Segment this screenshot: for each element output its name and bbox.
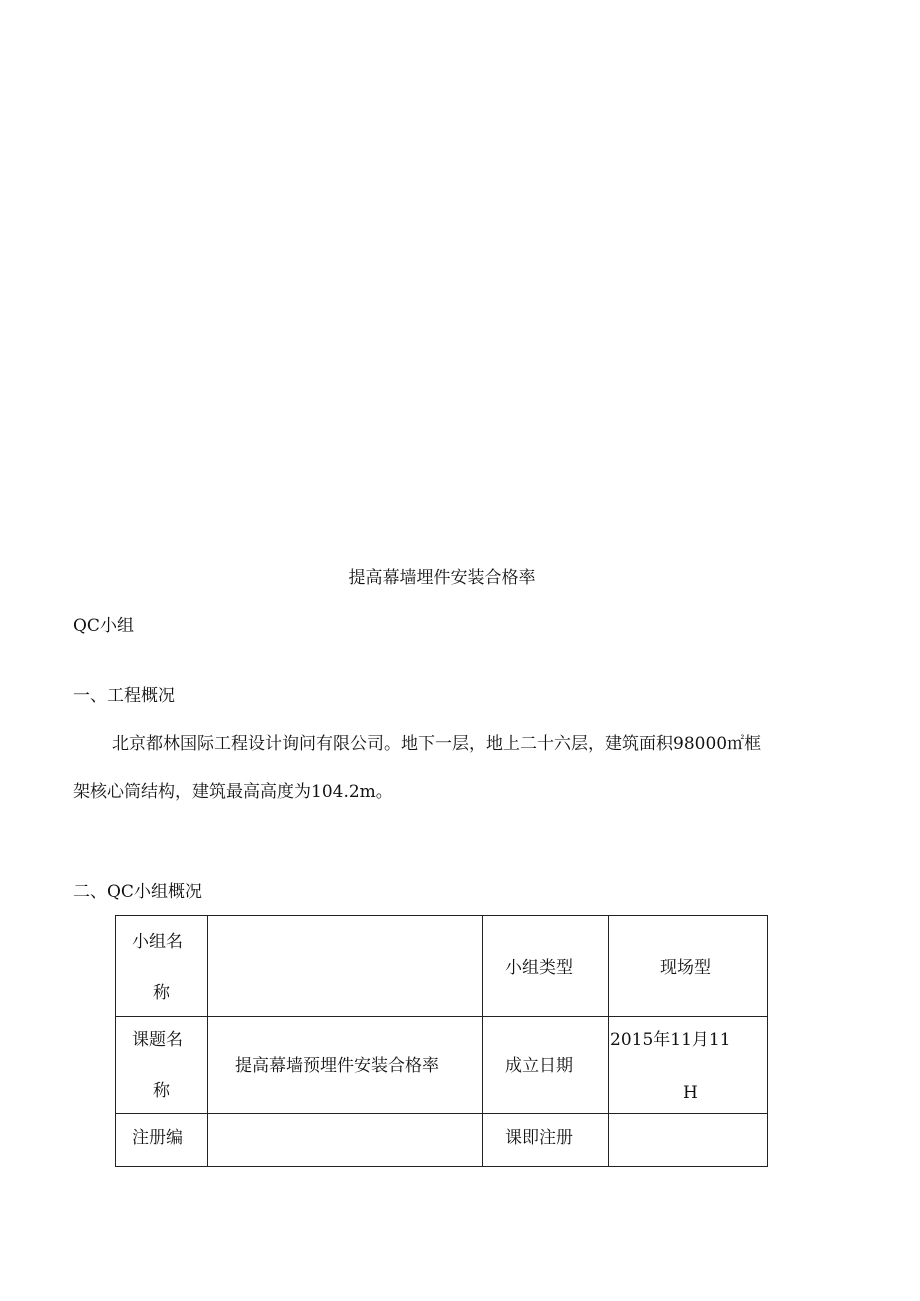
topic-label-cell (116, 1017, 208, 1114)
group-name-value-cell (208, 916, 483, 1017)
section2-heading: 二、QC小组概况 (73, 882, 202, 902)
section1-heading: 一、工程概况 (73, 686, 175, 706)
founded-date-value-line1: 2015年11月11 (610, 1030, 731, 1050)
group-type-label-cell (483, 916, 609, 1017)
topic-value: 提高幕墙预埋件安装合格率 (235, 1056, 439, 1076)
topic-registration-label: 课即注册 (505, 1128, 573, 1148)
project-overview-line2: 架核心筒结构，建筑最高高度为104.2m。 (73, 782, 393, 802)
founded-date-value-cell (609, 1017, 768, 1114)
registration-label: 注册编 (132, 1128, 183, 1148)
project-overview-line1: 北京都林国际工程设计询问有限公司。地下一层，地上二十六层，建筑面积98000㎡框 (112, 734, 762, 754)
topic-label-line1: 课题名 (132, 1030, 183, 1050)
topic-label-line2: 称 (153, 1081, 170, 1101)
founded-date-value-line2: H (683, 1083, 698, 1103)
group-type-value: 现场型 (660, 958, 711, 978)
group-name-label-line2: 称 (153, 983, 170, 1003)
topic-registration-value-cell (609, 1114, 768, 1167)
registration-label-cell (116, 1114, 208, 1167)
table-row (116, 916, 768, 1017)
qc-group-label: QC小组 (73, 616, 134, 636)
group-name-label-line1: 小组名 (132, 932, 183, 952)
group-type-label: 小组类型 (505, 958, 573, 978)
founded-date-label: 成立日期 (505, 1056, 573, 1076)
table-row (116, 1114, 768, 1167)
topic-value-cell (208, 1017, 483, 1114)
founded-date-label-cell (483, 1017, 609, 1114)
registration-value-cell (208, 1114, 483, 1167)
group-type-value-cell (609, 916, 768, 1017)
document-title: 提高幕墙埋件安装合格率 (348, 568, 536, 588)
topic-registration-label-cell (483, 1114, 609, 1167)
qc-group-table (115, 915, 768, 1167)
table-row (116, 1017, 768, 1114)
group-name-label-cell (116, 916, 208, 1017)
